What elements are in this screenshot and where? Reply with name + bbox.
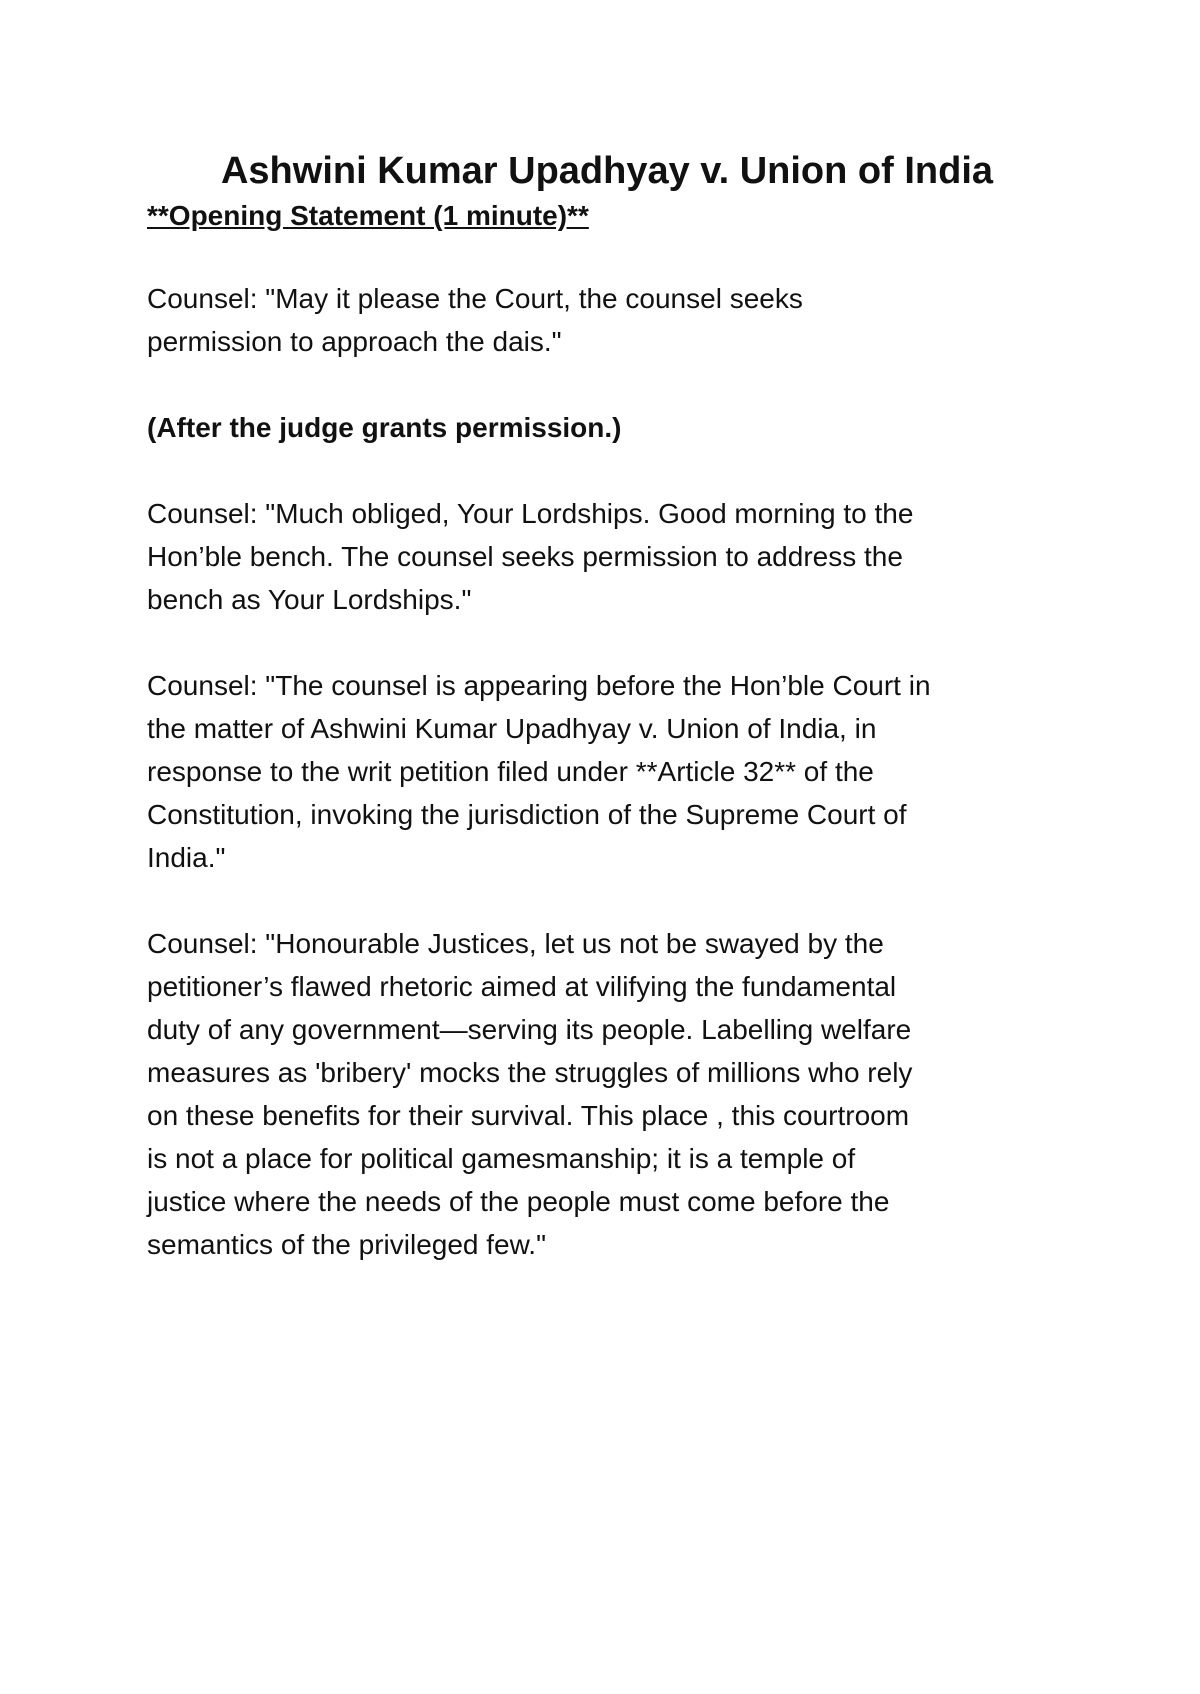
text-line: Counsel: "May it please the Court, the counsel seeks [147,283,803,314]
text-line: measures as 'bribery' mocks the struggles of millions who rely [147,1057,913,1088]
text-line: duty of any government—serving its people. Labelling welfare [147,1014,912,1045]
text-line: semantics of the privileged few." [147,1229,547,1260]
text-line: bench as Your Lordships." [147,584,472,615]
text-line: petitioner’s flawed rhetoric aimed at vilifying the fundamental [147,971,897,1002]
paragraph-spacer [147,879,1067,922]
paragraph-spacer [147,449,1067,492]
text-line: is not a place for political gamesmanship; it is a temple of [147,1143,856,1174]
paragraph-spacer [147,234,1067,277]
text-line: (After the judge grants permission.) [147,412,622,443]
paragraph-request-approach [147,277,1067,363]
text-line: Constitution, invoking the jurisdiction of the Supreme Court of [147,799,907,830]
paragraph-appearance [147,664,1067,879]
text-line: the matter of Ashwini Kumar Upadhyay v. Union of India, in [147,713,877,744]
section-heading: **Opening Statement (1 minute)** [147,200,589,231]
document-content [147,144,1067,1266]
text-line: on these benefits for their survival. This place , this courtroom [147,1100,910,1131]
document-title: Ashwini Kumar Upadhyay v. Union of India [220,150,994,192]
text-line: India." [147,842,226,873]
text-line: Counsel: "Much obliged, Your Lordships. Good morning to the [147,498,914,529]
text-line: Counsel: "Honourable Justices, let us not be swayed by the [147,928,884,959]
paragraph-spacer [147,363,1067,406]
paragraph-spacer [147,621,1067,664]
text-line: justice where the needs of the people must come before the [147,1186,890,1217]
paragraph-argument [147,922,1067,1266]
text-line: Counsel: "The counsel is appearing before the Hon’ble Court in [147,670,931,701]
text-line: permission to approach the dais." [147,326,562,357]
text-line: response to the writ petition filed under **Article 32** of the [147,756,874,787]
stage-direction [147,406,1067,449]
paragraph-greeting [147,492,1067,621]
text-line: Hon’ble bench. The counsel seeks permission to address the [147,541,903,572]
